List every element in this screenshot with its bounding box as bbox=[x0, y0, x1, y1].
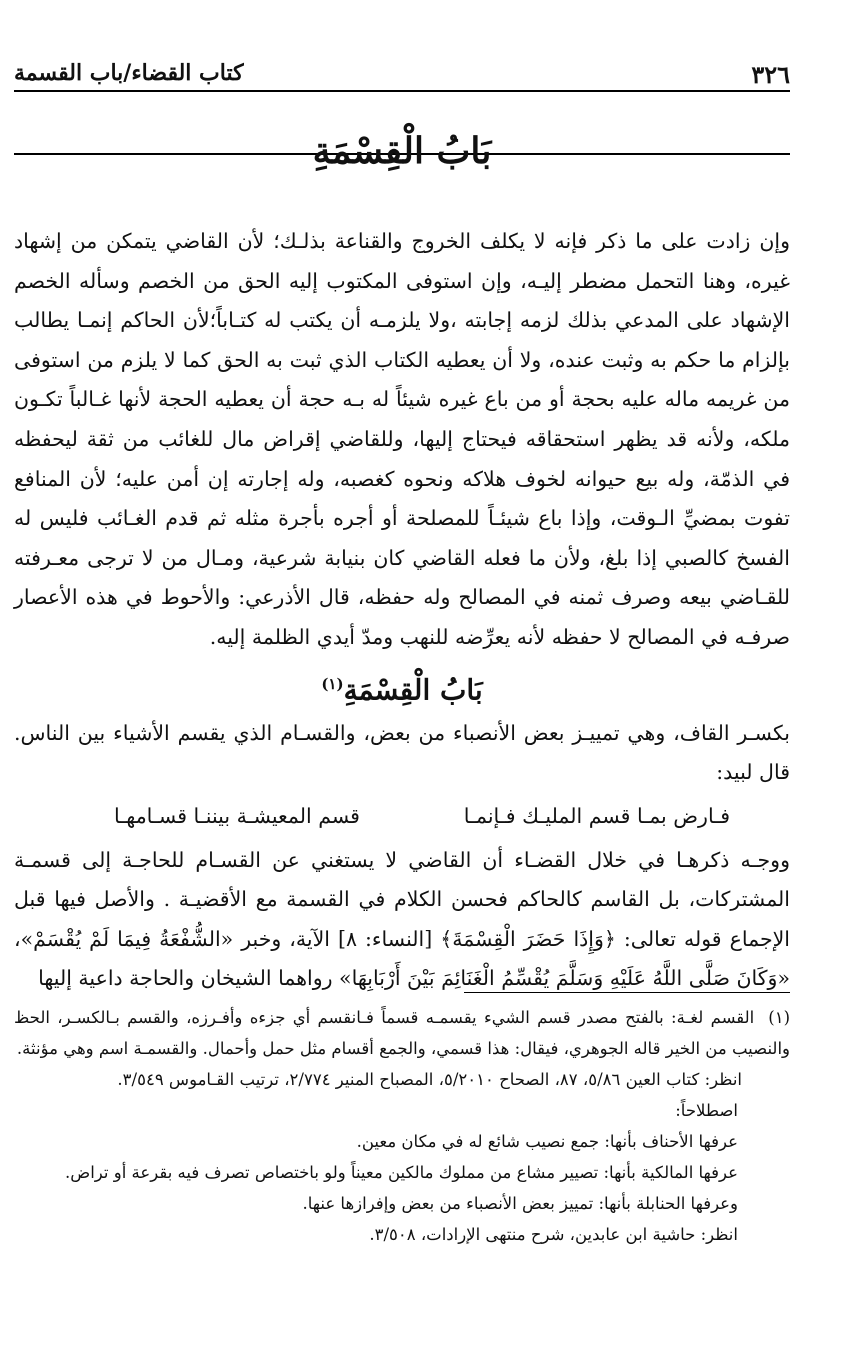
footnote-1-text: القسم لغـة: بالفتح مصدر قسم الشيء يقسمـه قسماً فـانقسم أي جزءه وأفـرزه، والقسم بـالكسـر، الحظ والنصيب من الخير قاله الجوهري، فيقال: هذا قسمي، والجمع أقسام مثل حمل وأحمال. والقسمـة اسم وهي مؤنثة. bbox=[14, 1008, 790, 1058]
footnotes bbox=[14, 1002, 790, 1250]
poem-hemistich-1: فـارض بمـا قسم المليـك فـإنمـا bbox=[463, 804, 730, 829]
footnote-separator bbox=[464, 992, 790, 993]
page-number: ٣٢٦ bbox=[751, 60, 790, 89]
sub-heading bbox=[14, 662, 790, 712]
poem-verse bbox=[14, 797, 790, 837]
footnote-def-maliki: عرفها المالكية بأنها: تصيير مشاع من مملوك مالكين معيناً ولو باختصاص تصرف فيه بقرعة أو تراض. bbox=[65, 1163, 738, 1182]
footnote-number: (١) bbox=[768, 1008, 790, 1027]
footnote-def-hanbali: وعرفها الحنابلة بأنها: تمييز بعض الأنصباء من بعض وإفرازها عنها. bbox=[302, 1194, 738, 1213]
footnote-istilahan: اصطلاحاً: bbox=[675, 1101, 738, 1120]
paragraph-evidence: ووجـه ذكرهـا في خلال القضـاء أن القاضي لا يستغني عن القسـام للحاجـة إلى قسمـة المشتركات، بل القاسم كالحاكم فحسن الكلام في القسمة مع الأقضيـة . والأصل فيها قبل الإجماع قوله تعالى: ﴿وَإِذَا حَضَرَ الْقِسْمَةَ﴾ [النساء: ٨] الآية، وخبر «الشُّفْعَةُ فِيمَا لَمْ يُقْسَمْ»، «وَكَانَ صَلَّى اللَّهُ عَلَيْهِ وَسَلَّمَ يُقْسِّمُ الْغَنَائِمَ بَيْنَ أَرْبَابِهَا» رواهما الشيخان والحاجة داعية إليها bbox=[14, 847, 791, 991]
book-page bbox=[14, 46, 790, 1346]
footnote-1 bbox=[14, 1002, 790, 1064]
sub-heading-text: بَابُ الْقِسْمَةِ bbox=[343, 672, 483, 706]
paragraph-definition: بكسـر القاف، وهي تمييـز بعض الأنصباء من بعض، والقسـام الذي يقسم الأشياء بين الناس. قال لبيد: bbox=[14, 720, 790, 785]
poem-hemistich-2: قسم المعيشـة بيننـا قسـامهـا bbox=[114, 804, 360, 829]
footnote-def-hanafi: عرفها الأحناف بأنها: جمع نصيب شائع له في مكان معين. bbox=[356, 1132, 738, 1151]
section-title: بَابُ الْقِسْمَةِ bbox=[312, 130, 492, 172]
footnote-marker: (١) bbox=[321, 674, 344, 693]
main-text bbox=[14, 222, 790, 999]
running-head bbox=[14, 46, 790, 92]
chapter-title: كتاب القضاء/باب القسمة bbox=[14, 60, 244, 86]
footnote-references: انظر: كتاب العين ٥/٨٦، ٨٧، الصحاح ٥/٢٠١٠، المصباح المنير ٢/٧٧٤، ترتيب القـاموس ٣/٥٤٩. bbox=[117, 1070, 742, 1089]
footnote-def-references: انظر: حاشية ابن عابدين، شرح منتهى الإرادات، ٣/٥٠٨. bbox=[369, 1225, 738, 1244]
paragraph-continuation: وإن زادت على ما ذكر فإنه لا يكلف الخروج والقناعة بذلـك؛ لأن القاضي يتمكن من إشهاد غيره، وهنا التحمل مضطر إليـه، وإن استوفى المكتوب إليه الحق من الخصم وسأله الخصم الإشهاد على المدعي بذلك لزمه إجابته ،ولا يلزمـه أن يكتب له كتـاباً؛لأن الحاكم إنمـا يطالب بإلزام ما حكم به وثبت عنده، ولا أن يعطيه الكتاب الذي ثبت به الحق كما لا يلزم من استوفى من غريمه ماله عليه بحجة أو من باع غيره شيئاً له بـه حجة أن يعطيه الحجة لأنها غـالباً تكـون ملكه، ولأنه قد يظهر استحقاقه فيحتاج إليها، وللقاضي إقراض مال للغائب من ثقة ليحفظه في الذمّة، وله بيع حيوانه لخوف هلاكه ونحوه كغصبه، وله إجارته إن أمن عليه؛ لأن المنافع تفوت بمضيِّ الـوقت، وإذا باع شيئـاً للمصلحة أو أجره بأجرة مثله ثم قدم الغـائب فليس له الفسخ كالصبي إذا بلغ، ولأن ما فعله القاضي كان بنيابة شرعية، ومـال من لا ترجى معـرفته للقـاضي بيعه وصرف ثمنه في المصالح وله حفظه، قال الأذرعي: والأحوط في هذه الأعصار صرفـه في المصالح لا حفظه لأنه يعرِّضه للنهب ومدّ أيدي الظلمة إليه. bbox=[14, 229, 790, 649]
